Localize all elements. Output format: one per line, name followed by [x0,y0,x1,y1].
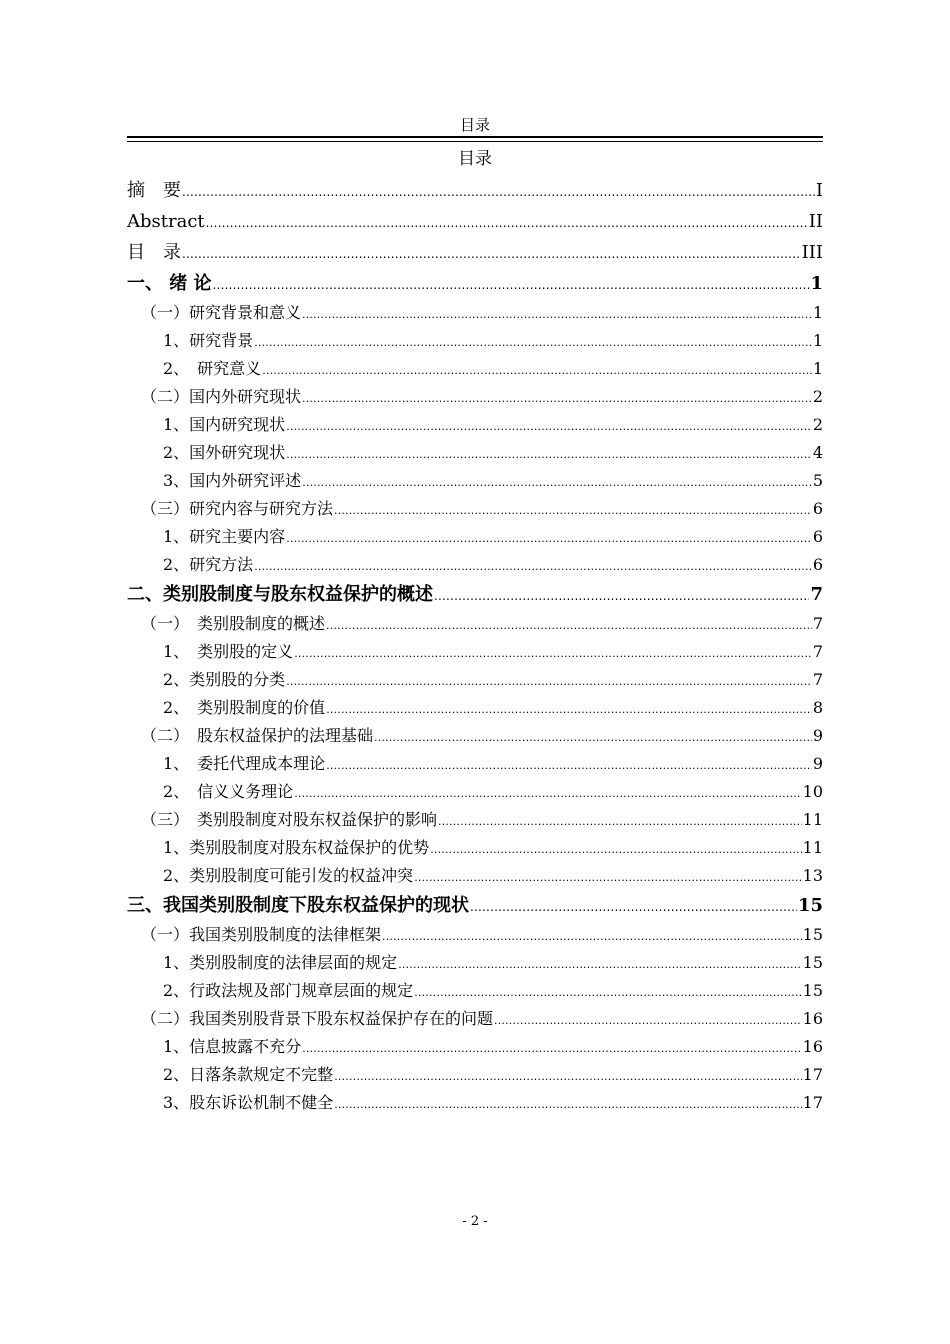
toc-entry[interactable] [127,778,823,806]
toc-entry[interactable] [127,411,823,439]
toc-entry-label: 2、研究方法 [163,555,254,574]
toc-entry[interactable] [127,890,823,921]
toc-entry-page: 8 [812,698,823,717]
toc-leader-dots [213,270,810,301]
toc-leader-dots [414,864,801,892]
toc-entry-label: 1、研究主要内容 [163,527,286,546]
toc-entry[interactable] [127,237,823,268]
toc-leader-dots [294,640,812,668]
toc-leader-dots [254,329,812,357]
toc-leader-dots [286,525,812,553]
toc-entry-page: 1 [812,359,823,378]
toc-leader-dots [302,301,812,329]
toc-entry-page: 1 [810,273,823,294]
toc-entry[interactable] [127,1033,823,1061]
toc-entry[interactable] [127,977,823,1005]
toc-entry-label: 目 录 [127,242,181,263]
toc-leader-dots [430,836,801,864]
page-number: - 2 - [462,1214,488,1229]
toc-entry-label: 二、类别股制度与股东权益保护的概述 [127,584,433,605]
toc-entry[interactable] [127,327,823,355]
toc-entry[interactable] [127,610,823,638]
toc-leader-dots [326,612,812,640]
toc-entry[interactable] [127,750,823,778]
toc-entry[interactable] [127,206,823,237]
toc-leader-dots [470,892,797,923]
toc-entry-page: 7 [812,614,823,633]
toc-entry-label: 一、 绪 论 [127,273,212,294]
toc-entry-label: 1、 委托代理成本理论 [163,754,326,773]
toc-entry-page: 17 [802,1065,823,1084]
toc-entry-label: （三）研究内容与研究方法 [141,499,334,518]
toc-leader-dots [254,553,812,581]
toc-leader-dots [302,1035,801,1063]
toc-entry-label: 1、研究背景 [163,331,254,350]
toc-entry-label: 三、我国类别股制度下股东权益保护的现状 [127,895,469,916]
toc-entry-label: 2、日落条款规定不完整 [163,1065,334,1084]
toc-leader-dots [294,780,801,808]
toc-entry-page: 15 [802,981,823,1000]
toc-entry-page: 6 [812,527,823,546]
toc-entry[interactable] [127,1089,823,1117]
toc-entry[interactable] [127,523,823,551]
toc-entry-label: 摘 要 [127,180,181,201]
toc-entry[interactable] [127,268,823,299]
toc-entry[interactable] [127,355,823,383]
toc-entry-page: 11 [802,810,823,829]
toc-leader-dots [334,1063,801,1091]
toc-entry[interactable] [127,1061,823,1089]
toc-leader-dots [206,208,808,239]
toc-leader-dots [494,1007,802,1035]
toc-entry-label: Abstract [127,211,205,232]
toc-entry[interactable] [127,862,823,890]
toc-entry-page: 16 [802,1037,823,1056]
toc-entry-label: 2、 类别股制度的价值 [163,698,326,717]
toc-entry-label: 1、信息披露不充分 [163,1037,302,1056]
toc-entry-page: II [808,211,823,232]
toc-entry-page: 13 [802,866,823,885]
running-header: 目录 [459,116,490,134]
toc-entry-page: 1 [812,303,823,322]
toc-entry[interactable] [127,638,823,666]
toc-entry-page: 1 [812,331,823,350]
toc-entry-label: 2、 研究意义 [163,359,262,378]
toc-entry-page: 7 [812,642,823,661]
toc-entry-label: 2、行政法规及部门规章层面的规定 [163,981,414,1000]
toc-leader-dots [382,923,802,951]
toc-leader-dots [334,1091,801,1119]
toc-entry-label: 3、国内外研究评述 [163,471,302,490]
toc-entry[interactable] [127,694,823,722]
toc-leader-dots [326,752,812,780]
toc-entry-page: 2 [812,387,823,406]
toc-entry[interactable] [127,175,823,206]
toc-leader-dots [302,469,812,497]
toc-entry-label: （二）国内外研究现状 [141,387,302,406]
toc-leader-dots [374,724,812,752]
toc-leader-dots [286,441,812,469]
toc-entry-page: 15 [802,953,823,972]
toc-entry-page: 16 [802,1009,823,1028]
toc-entry-label: （一）我国类别股制度的法律框架 [141,925,382,944]
toc-leader-dots [326,696,812,724]
toc-entry-label: 2、类别股制度可能引发的权益冲突 [163,866,414,885]
toc-entry-label: 2、国外研究现状 [163,443,286,462]
toc-entry[interactable] [127,299,823,327]
toc-entry-page: 9 [812,754,823,773]
toc-leader-dots [302,385,812,413]
toc-entry-page: 6 [812,499,823,518]
toc-entry-page: 5 [812,471,823,490]
header-rule-thin [127,141,823,142]
toc-entry[interactable] [127,834,823,862]
toc-entry[interactable] [127,467,823,495]
toc-leader-dots [182,239,801,270]
toc-entry[interactable] [127,579,823,610]
toc-entry[interactable] [127,921,823,949]
toc-entry-page: 11 [802,838,823,857]
toc-entry-label: （二） 股东权益保护的法理基础 [141,726,374,745]
toc-entry-page: 10 [802,782,823,801]
toc-entry-label: （一） 类别股制度的概述 [141,614,326,633]
toc-entry-label: 1、国内研究现状 [163,415,286,434]
toc-entry-page: III [801,242,823,263]
toc-entry-label: 2、 信义义务理论 [163,782,294,801]
toc-entry-page: 15 [797,895,823,916]
toc-entry[interactable] [127,722,823,750]
toc-entry-page: I [815,180,823,201]
toc-entry-label: 1、类别股制度的法律层面的规定 [163,953,398,972]
toc-entry-page: 17 [802,1093,823,1112]
toc-entry-label: 2、类别股的分类 [163,670,286,689]
toc-entry-page: 9 [812,726,823,745]
toc-entry-label: 1、 类别股的定义 [163,642,294,661]
toc-entry-label: （三） 类别股制度对股东权益保护的影响 [141,810,438,829]
toc-entry[interactable] [127,1005,823,1033]
toc-entry[interactable] [127,949,823,977]
table-of-contents [127,175,823,1117]
toc-entry-label: 1、类别股制度对股东权益保护的优势 [163,838,430,857]
toc-entry[interactable] [127,806,823,834]
toc-entry-page: 2 [812,415,823,434]
toc-entry-label: （一）研究背景和意义 [141,303,302,322]
toc-entry-label: （二）我国类别股背景下股东权益保护存在的问题 [141,1009,494,1028]
toc-leader-dots [286,413,812,441]
toc-entry[interactable] [127,383,823,411]
toc-leader-dots [262,357,812,385]
toc-leader-dots [434,581,809,612]
toc-leader-dots [438,808,802,836]
toc-leader-dots [414,979,801,1007]
toc-entry-page: 15 [802,925,823,944]
toc-leader-dots [182,177,815,208]
toc-entry[interactable] [127,551,823,579]
toc-leader-dots [398,951,801,979]
header-rule-thick [127,136,823,138]
toc-entry-page: 7 [812,670,823,689]
toc-entry[interactable] [127,495,823,523]
toc-entry-label: 3、股东诉讼机制不健全 [163,1093,334,1112]
toc-entry[interactable] [127,439,823,467]
toc-entry[interactable] [127,666,823,694]
toc-entry-page: 4 [812,443,823,462]
toc-leader-dots [286,668,812,696]
toc-entry-page: 7 [810,584,823,605]
toc-entry-page: 6 [812,555,823,574]
toc-leader-dots [334,497,812,525]
toc-title: 目录 [458,149,492,169]
